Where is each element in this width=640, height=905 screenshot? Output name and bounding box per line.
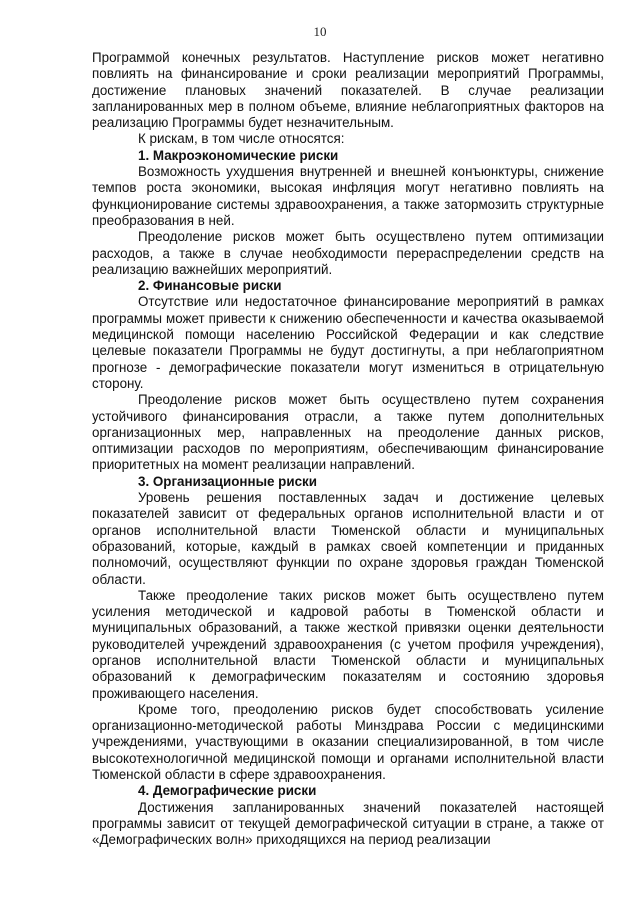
section-heading: 2. Финансовые риски (138, 278, 282, 294)
section-paragraph: Уровень решения поставленных задач и достижение целевых показателей зависит от федеральных органов исполнительной власти и от органов исполнительной власти Тюменской области и муниципальных образований, которые, каждый в рамках своей компетенции и приданных полномочий, осуществляют функции по охране здоровья граждан Тюменской области. (92, 490, 604, 587)
section-paragraph: Кроме того, преодолению рисков будет способствовать усиление организационно-методической работы Минздрава России с медицинскими учреждениями, участвующими в оказании специализированной, в том числе высокотехнологичной медицинской помощи и органами исполнительной власти Тюменской области в сфере здравоохранения. (92, 701, 604, 783)
page-number: 10 (313, 24, 327, 39)
section-paragraph: Достижения запланированных значений показателей настоящей программы зависит от текущей демографической ситуации в стране, а также от «Демографических волн» приходящихся на период реализации (92, 799, 604, 848)
intro-continuation-paragraph: Программой конечных результатов. Наступление рисков может негативно повлиять на финансирование и сроки реализации мероприятий Программы, достижение плановых значений показателей. В случае реализации запланированных мер в полном объеме, влияние неблагоприятных факторов на реализацию Программы будет незначительным. (92, 50, 604, 131)
section-demographic-risks (92, 783, 604, 848)
section-paragraph: Также преодоление таких рисков может быть осуществлено путем усиления методической и кадровой работы в Тюменской области и муниципальных образований, а также жесткой привязки оценки деятельности руководителей учреждений здравоохранения (с учетом профиля учреждения), органов исполнительной власти Тюменской области и муниципальных образований к демографическим показателям и состоянию здоровья проживающего населения. (92, 587, 604, 701)
section-heading: 3. Организационные риски (138, 473, 317, 489)
section-paragraph: Преодоление рисков может быть осуществлено путем оптимизации расходов, а также в случае необходимости перераспределении средств на реализацию важнейших мероприятий. (92, 229, 604, 277)
section-paragraph: Преодоление рисков может быть осуществлено путем сохранения устойчивого финансирования отрасли, а также путем дополнительных организационных мер, направленных на преодоление данных рисков, оптимизации расходов по мероприятиям, обеспечивающим финансирование приоритетных на момент реализации направлений. (92, 392, 604, 473)
section-paragraph: Отсутствие или недостаточное финансирование мероприятий в рамках программы может привести к снижению обеспеченности и качества оказываемой медицинской помощи населению Российской Федерации и как следствие целевые показатели Программы не будут достигнуты, а при неблагоприятном прогнозе - демографические показатели могут измениться в отрицательную сторону. (92, 294, 604, 391)
section-macroeconomic-risks (92, 148, 604, 278)
section-financial-risks (92, 278, 604, 474)
section-paragraph: Возможность ухудшения внутренней и внешней конъюнктуры, снижение темпов роста экономики, высокая инфляция могут негативно повлиять на функционирование системы здравоохранения, а также затормозить структурные преобразования в ней. (92, 164, 604, 228)
section-heading: 1. Макроэкономические риски (138, 147, 339, 163)
section-organizational-risks (92, 474, 604, 784)
document-body (92, 50, 604, 849)
section-heading: 4. Демографические риски (138, 783, 317, 799)
risks-intro-paragraph: К рискам, в том числе относятся: (138, 131, 345, 147)
